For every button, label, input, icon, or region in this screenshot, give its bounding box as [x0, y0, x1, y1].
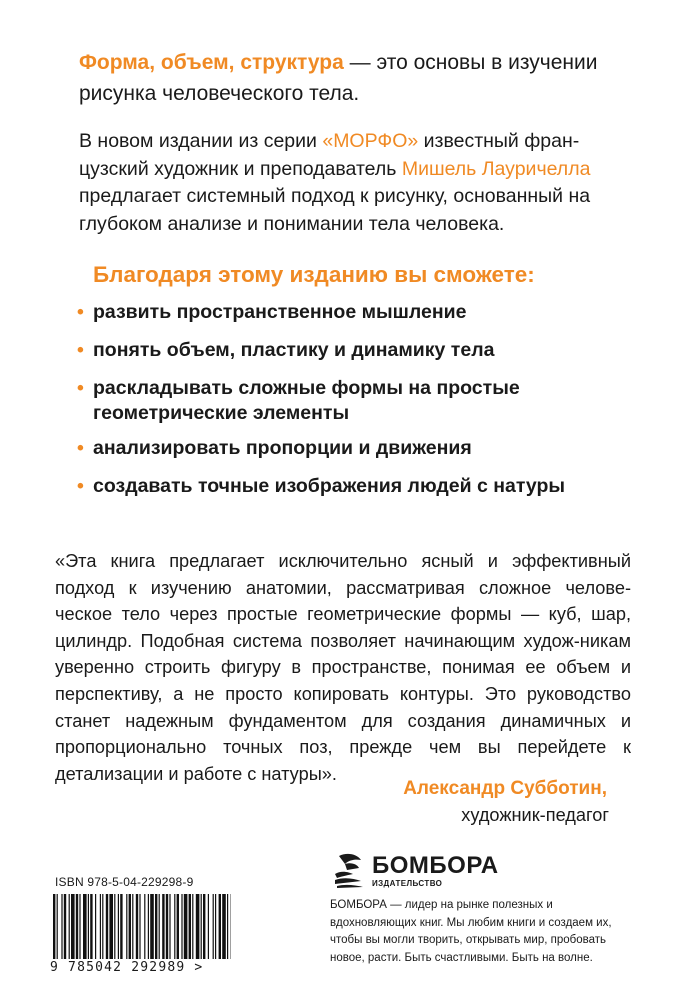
list-item-text: анализировать пропорции и движения	[93, 437, 472, 459]
benefits-list	[77, 300, 637, 512]
barcode-icon	[53, 894, 231, 959]
intro-lead: Форма, объем, структура	[79, 51, 344, 74]
description-part2: известный фран-цузский художник и преподаватель	[79, 130, 580, 180]
bombora-logo-icon	[331, 850, 371, 890]
intro-paragraph	[79, 47, 649, 109]
bullet-dot-icon: •	[77, 301, 84, 323]
benefits-heading: Благодаря этому изданию вы сможете:	[93, 262, 535, 287]
publisher-subtitle: ИЗДАТЕЛЬСТВО	[372, 879, 443, 888]
series-name: «МОРФО»	[322, 130, 419, 152]
bullet-dot-icon: •	[77, 437, 84, 459]
list-item	[77, 376, 637, 426]
bullet-dot-icon: •	[77, 339, 84, 361]
review-author: Александр Субботин,	[403, 778, 607, 799]
intro-rest: — это основы в изучении рисунка человеческого тела.	[79, 51, 598, 105]
list-item-text: раскладывать сложные формы на простые геометрические элементы	[93, 377, 520, 424]
review-quote: «Эта книга предлагает исключительно ясный и эффективный подход к изучению анатомии, рассматривая сложное челове-ческое тело через простые геометрические формы — куб, шар, цилиндр. Подобная система позволяет начинающим худож-никам уверенно строить фигуру в пространстве, понимая ее объем и перспективу, а не просто копировать контуры. Это руководство станет надежным фундаментом для создания динамичных и пропорционально точных поз, прежде чем вы перейдете к детализации и работе с натуры».	[55, 551, 631, 784]
list-item	[77, 300, 637, 325]
barcode-digits: 9 785042 292989 >	[50, 960, 204, 975]
book-author: Мишель Лауричелла	[401, 157, 591, 180]
list-item-text: развить пространственное мышление	[93, 301, 467, 323]
description-paragraph	[79, 128, 639, 238]
review-author-role: художник-педагог	[461, 805, 609, 825]
description-part3: предлагает системный подход к рисунку, основанный на глубоком анализе и понимании тела человека.	[79, 185, 591, 235]
list-item	[77, 474, 637, 499]
publisher-name: БОМБОРА	[372, 852, 499, 879]
description-part1: В новом издании из серии	[79, 130, 323, 152]
list-item-text: создавать точные изображения людей с натуры	[93, 475, 566, 497]
list-item-text: понять объем, пластику и динамику тела	[93, 339, 495, 361]
list-item	[77, 338, 637, 363]
isbn-label: ISBN 978-5-04-229298-9	[55, 875, 194, 889]
list-item	[77, 436, 637, 461]
bullet-dot-icon: •	[77, 475, 84, 497]
bullet-dot-icon: •	[77, 377, 84, 399]
publisher-description: БОМБОРА — лидер на рынке полезных и вдохновляющих книг. Мы любим книги и создаем их, чтобы вы могли творить, открывать мир, пробовать новое, расти. Быть счастливыми. Быть на волне.	[330, 899, 612, 964]
